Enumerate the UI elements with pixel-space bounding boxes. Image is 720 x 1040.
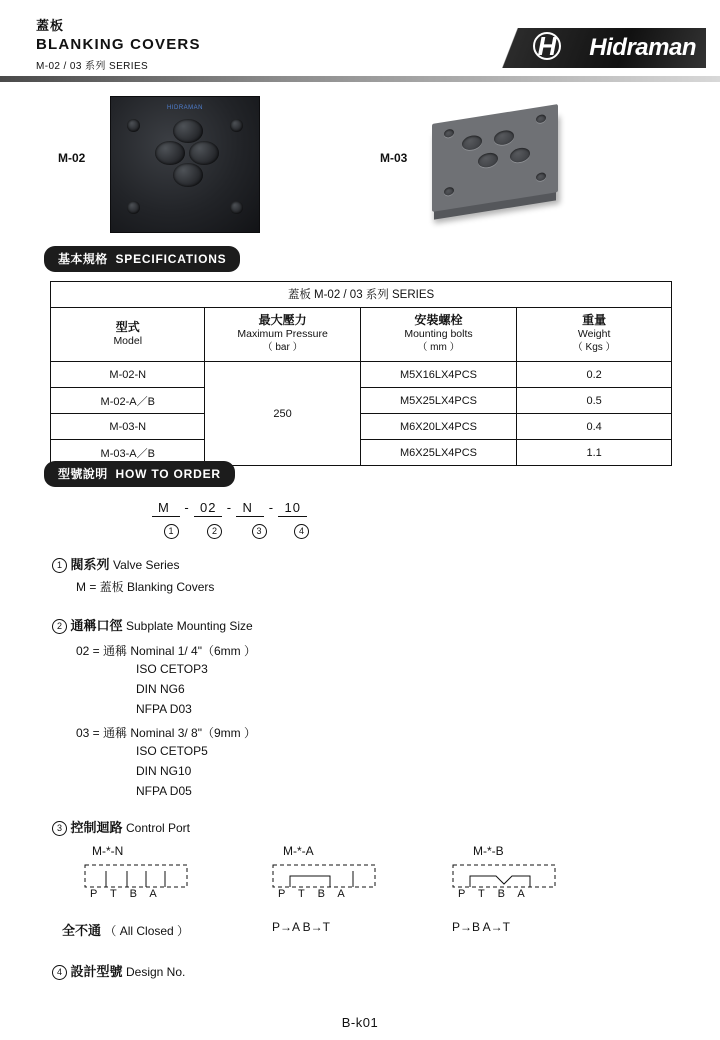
page-number: B-k01 xyxy=(341,1015,379,1030)
code-number-1-wrap xyxy=(152,524,190,539)
spec-banner-en: SPECIFICATIONS xyxy=(115,252,227,266)
bolt-hole-icon xyxy=(536,172,546,182)
header-divider xyxy=(0,76,720,82)
page-footer xyxy=(0,1015,720,1030)
table-row xyxy=(51,388,672,414)
order-item-3 xyxy=(52,817,190,836)
col-header-pressure xyxy=(205,308,360,362)
code-part-2: 02 xyxy=(194,500,222,517)
specifications-banner xyxy=(44,246,240,272)
spec-banner-cn: 基本規格 xyxy=(58,252,108,266)
order-item-3-cn: 控制迴路 xyxy=(70,820,123,835)
cell-model: M-03-N xyxy=(51,414,205,440)
table-row xyxy=(51,362,672,388)
cell-bolts: M5X25LX4PCS xyxy=(360,388,517,414)
col-header-bolts xyxy=(360,308,517,362)
cell-model: M-02-A／B xyxy=(51,388,205,414)
order-item-2-number: 2 xyxy=(52,619,67,634)
diagram-n-desc-en: （ All Closed ） xyxy=(104,924,190,938)
order-item-2 xyxy=(52,615,253,634)
order-item-4 xyxy=(52,961,185,980)
port-hole-icon xyxy=(510,146,530,163)
order-item-1-number: 1 xyxy=(52,558,67,573)
port-hole-icon xyxy=(189,141,219,165)
series-subtitle: M-02 / 03 系列 SERIES xyxy=(36,61,149,72)
product-label-m02: M-02 xyxy=(58,151,86,165)
code-number-3: 3 xyxy=(252,524,267,539)
bolt-hole-icon xyxy=(230,119,243,132)
col-header-weight xyxy=(517,308,672,362)
order-banner-cn: 型號說明 xyxy=(58,467,108,481)
port-hole-icon xyxy=(494,129,514,146)
col-header-weight-cn: 重量 xyxy=(582,313,607,327)
diagram-b-ports: P T B A xyxy=(458,888,530,900)
code-number-2: 2 xyxy=(207,524,222,539)
cell-bolts: M5X16LX4PCS xyxy=(360,362,517,388)
order-item-2-option-02-nfpa: NFPA D03 xyxy=(136,702,192,716)
cell-bolts: M6X25LX4PCS xyxy=(360,440,517,466)
cell-weight: 0.5 xyxy=(517,388,672,414)
order-banner-en: HOW TO ORDER xyxy=(115,467,221,481)
col-header-weight-unit: （ Kgs ） xyxy=(572,342,616,353)
model-code-line: M - 02 - N - 10 xyxy=(152,500,307,517)
bolt-hole-icon xyxy=(444,186,454,196)
cell-pressure: 250 xyxy=(205,362,360,466)
diagram-b-desc xyxy=(452,920,510,934)
order-item-2-option-03-iso: ISO CETOP5 xyxy=(136,744,208,758)
port-hole-icon xyxy=(462,134,482,151)
diagram-title-b: M-*-B xyxy=(473,844,504,858)
title-chinese: 蓋板 xyxy=(36,18,65,33)
port-hole-icon xyxy=(173,163,203,187)
bolt-hole-icon xyxy=(127,201,140,214)
bolt-hole-icon xyxy=(127,119,140,132)
diagram-a-desc xyxy=(272,920,330,934)
col-header-bolts-unit: （ mm ） xyxy=(417,342,460,353)
brand-name: Hidraman xyxy=(589,34,696,61)
bolt-hole-icon xyxy=(536,114,546,124)
order-item-4-en: Design No. xyxy=(125,965,186,979)
order-item-2-option-03-din: DIN NG10 xyxy=(136,764,192,778)
diagram-a-desc-en: P→A B→T xyxy=(272,920,331,934)
code-part-3: N xyxy=(236,500,264,517)
bolt-hole-icon xyxy=(444,128,454,138)
code-number-4-wrap xyxy=(282,524,322,539)
order-item-2-option-03: 03 = 通稱 Nominal 3/ 8"（9mm ） xyxy=(76,726,256,740)
order-item-2-en: Subplate Mounting Size xyxy=(125,619,253,633)
diagram-n-ports: P T B A xyxy=(90,888,162,900)
table-title-row xyxy=(51,282,672,308)
cell-bolts: M6X20LX4PCS xyxy=(360,414,517,440)
cell-weight: 0.4 xyxy=(517,414,672,440)
order-item-4-number: 4 xyxy=(52,965,67,980)
photo-m02-brand-text: HIDRAMAN xyxy=(166,105,204,111)
col-header-model-cn: 型式 xyxy=(115,320,140,334)
col-header-pressure-cn: 最大壓力 xyxy=(258,313,307,327)
code-number-1: 1 xyxy=(164,524,179,539)
code-number-3-wrap xyxy=(239,524,279,539)
col-header-pressure-unit: （ bar ） xyxy=(262,342,303,353)
product-label-m03: M-03 xyxy=(380,151,408,165)
diagram-n-desc xyxy=(62,920,189,939)
diagram-title-n: M-*-N xyxy=(92,844,124,858)
how-to-order-banner xyxy=(44,461,235,487)
code-number-4: 4 xyxy=(294,524,309,539)
model-code-numbers xyxy=(152,524,322,539)
diagram-n-desc-cn: 全不通 xyxy=(62,923,102,938)
cell-model: M-02-N xyxy=(51,362,205,388)
cell-model: M-03-A／B xyxy=(51,440,205,466)
order-item-2-cn: 通稱口徑 xyxy=(70,618,123,633)
order-item-1-cn: 閥系列 xyxy=(70,557,110,572)
col-header-model-en: Model xyxy=(113,335,143,347)
col-header-bolts-cn: 安裝螺栓 xyxy=(414,313,463,327)
photo-m02 xyxy=(110,96,260,233)
table-title: 蓋板 M-02 / 03 系列 SERIES xyxy=(51,282,672,308)
order-item-2-option-02-iso: ISO CETOP3 xyxy=(136,662,208,676)
brand-logo xyxy=(501,28,706,68)
col-header-model xyxy=(51,308,205,362)
diagram-a-ports: P T B A xyxy=(278,888,350,900)
table-row xyxy=(51,414,672,440)
bolt-hole-icon xyxy=(230,201,243,214)
port-hole-icon xyxy=(173,119,203,143)
port-hole-icon xyxy=(478,152,498,169)
order-item-1-option: M = 蓋板 Blanking Covers xyxy=(76,580,215,594)
col-header-bolts-en: Mounting bolts xyxy=(404,328,473,340)
col-header-pressure-en: Maximum Pressure xyxy=(237,328,328,340)
photo-m03 xyxy=(432,104,558,212)
header-title-group xyxy=(36,18,201,72)
diagram-b-desc-en: P→B A→T xyxy=(452,920,511,934)
specifications-table-wrap xyxy=(50,281,672,466)
title-english: BLANKING COVERS xyxy=(36,36,201,53)
order-item-2-option-03-nfpa: NFPA D05 xyxy=(136,784,192,798)
order-item-3-number: 3 xyxy=(52,821,67,836)
cell-weight: 0.2 xyxy=(517,362,672,388)
order-item-2-option-02: 02 = 通稱 Nominal 1/ 4"（6mm ） xyxy=(76,644,256,658)
page-header xyxy=(0,0,720,86)
col-header-weight-en: Weight xyxy=(577,328,611,340)
order-item-1-en: Valve Series xyxy=(112,558,180,572)
order-item-3-en: Control Port xyxy=(125,821,191,835)
cell-weight: 1.1 xyxy=(517,440,672,466)
specifications-table xyxy=(50,281,672,466)
order-item-1 xyxy=(52,554,179,573)
order-item-2-option-02-din: DIN NG6 xyxy=(136,682,185,696)
product-photos xyxy=(0,96,720,246)
code-number-2-wrap xyxy=(193,524,237,539)
code-part-4: 10 xyxy=(278,500,306,517)
port-hole-icon xyxy=(155,141,185,165)
diagram-title-a: M-*-A xyxy=(283,844,314,858)
code-part-1: M xyxy=(152,500,180,517)
order-item-4-cn: 設計型號 xyxy=(70,964,123,979)
logo-h-icon: H xyxy=(533,32,561,60)
table-header-row xyxy=(51,308,672,362)
